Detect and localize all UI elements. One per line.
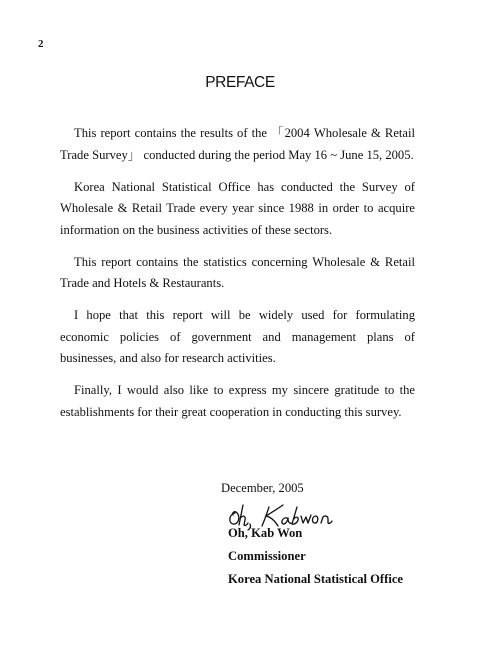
signer-organization: Korea National Statistical Office — [228, 572, 403, 586]
signoff-date: December, 2005 — [221, 481, 304, 495]
preface-body — [60, 123, 415, 434]
signer-name: Oh, Kab Won — [228, 526, 303, 540]
paragraph-purpose: I hope that this report will be widely used for formulating economic policies of government and management plans of businesses, and also for research activities. — [60, 308, 415, 365]
paragraph-gratitude: Finally, I would also like to express my sincere gratitude to the establishments for their great cooperation in conducting this survey. — [60, 383, 415, 419]
paragraph-background: Korea National Statistical Office has conducted the Survey of Wholesale & Retail Trade every year since 1988 in order to acquire information on the business activities of these sectors. — [60, 179, 415, 237]
page-title: PREFACE — [205, 74, 275, 91]
paragraph-contents: This report contains the statistics concerning Wholesale & Retail Trade and Hotels & Restaurants. — [60, 254, 415, 290]
signer-block — [228, 522, 403, 591]
paragraph-intro: This report contains the results of the 「2004 Wholesale & Retail Trade Survey」 conducted during the period May 16 ~ June 15, 2005. — [60, 126, 415, 162]
page-number: 2 — [38, 38, 44, 50]
signature-text: Oh, Kabwon — [225, 499, 231, 500]
signer-position: Commissioner — [228, 549, 306, 563]
